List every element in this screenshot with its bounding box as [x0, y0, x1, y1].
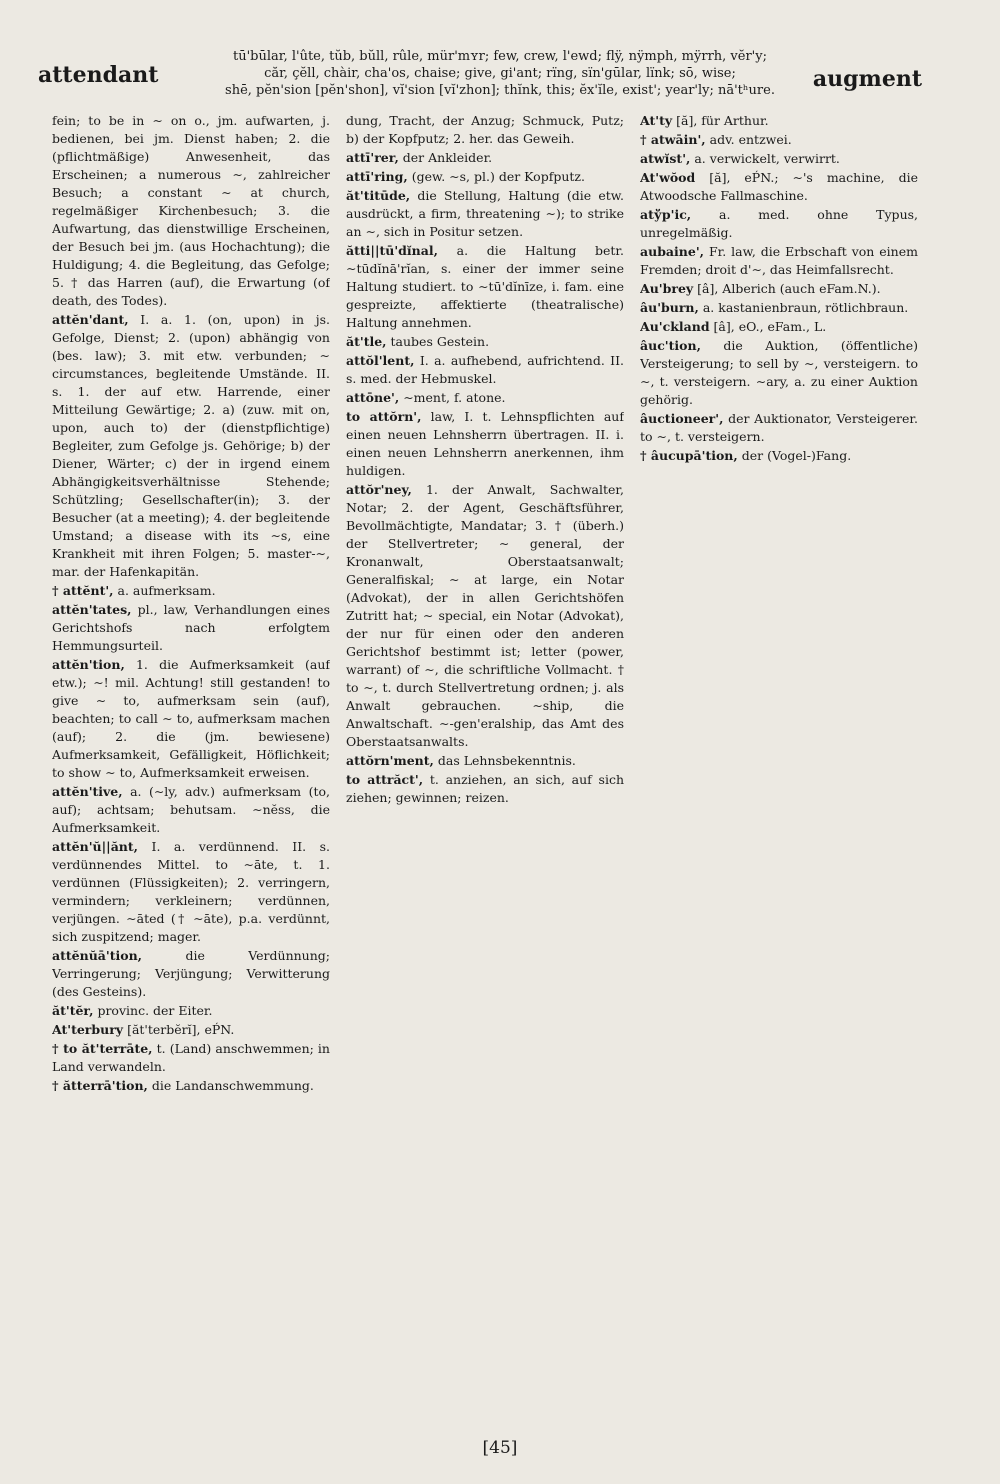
pronunciation-key — [190, 48, 810, 99]
entry-definition: t. anziehen, an sich, auf sich ziehen; gewinnen; reizen. — [346, 772, 624, 805]
entry-headword: ăt'tle, — [346, 334, 387, 349]
entry-headword: † atwāin', — [640, 132, 706, 147]
entry-headword: attĕn'dant, — [52, 312, 129, 327]
dictionary-entry — [640, 150, 918, 168]
entry-definition: [â], eO., eFam., L. — [713, 319, 827, 334]
entry-definition: a. (∼ly, adv.) aufmerksam (to, auf); achtsam; behutsam. ∼nĕss, die Aufmerksamkeit. — [52, 784, 330, 835]
entry-headword: attŏl'lent, — [346, 353, 415, 368]
dictionary-entry — [640, 447, 918, 465]
entry-definition: a. verwickelt, verwirrt. — [694, 151, 840, 166]
dictionary-entry — [52, 656, 330, 782]
entry-headword: † âucupā'tion, — [640, 448, 738, 463]
entry-headword: attĕn'tates, — [52, 602, 132, 617]
dictionary-entry — [640, 299, 918, 317]
dictionary-entry — [52, 582, 330, 600]
entry-headword: atўp'ic, — [640, 207, 692, 222]
entry-headword: attĕn'tion, — [52, 657, 125, 672]
dictionary-entry — [52, 783, 330, 837]
running-header — [0, 0, 1000, 110]
dictionary-entry — [640, 318, 918, 336]
entry-headword: attĕn'ŭ||ănt, — [52, 839, 139, 854]
entry-definition: die Stellung, Haltung (die etw. ausdrückt, a firm, threatening ∼); to strike an ∼, sich in Positur setzen. — [346, 188, 624, 239]
dictionary-entry — [52, 947, 330, 1001]
entry-headword: aubaine', — [640, 244, 704, 259]
entry-definition: t. (Land) anschwemmen; in Land verwandeln. — [52, 1041, 330, 1074]
dictionary-columns — [52, 112, 918, 1437]
entry-headword: âu'burn, — [640, 300, 699, 315]
pronunciation-key-line: tū'būlar, l'ûte, tŭb, bŭll, rûle, mür'mʏr; few, crew, l'ewd; flÿ, nÿmph, mÿrrh, vĕr'y; — [233, 49, 767, 64]
entry-definition: [ă], für Arthur. — [676, 113, 769, 128]
dictionary-entry — [346, 242, 624, 332]
dictionary-entry — [640, 410, 918, 446]
entry-headword: âuctioneer', — [640, 411, 724, 426]
entry-headword: † to ăt'terrāte, — [52, 1041, 153, 1056]
dictionary-entry — [640, 131, 918, 149]
entry-definition: pl., law, Verhandlungen eines Gerichtshofs nach erfolgtem Hemmungsurteil. — [52, 602, 330, 653]
entry-headword: ătti||tū'dĭnal, — [346, 243, 438, 258]
dictionary-entry — [346, 481, 624, 751]
dictionary-entry — [52, 1077, 330, 1095]
entry-headword: ăt'titūde, — [346, 188, 411, 203]
guide-word-right: augment — [812, 66, 922, 92]
entry-definition: der (Vogel-)Fang. — [741, 448, 852, 463]
dictionary-entry — [346, 752, 624, 770]
dictionary-entry — [640, 280, 918, 298]
entry-headword: † ătterrā'tion, — [52, 1078, 148, 1093]
entry-definition: die Verdünnung; Verringerung; Verjüngung; Verwitterung (des Gesteins). — [52, 948, 330, 999]
column-middle — [346, 112, 624, 1437]
entry-definition: I. a. 1. (on, upon) in js. Gefolge, Dienst; 2. (upon) abhängig von (bes. law); 3. mit etw. verbunden; ∼ circumstances, begleitende Umstände. II. s. 1. der auf etw. Harrende, einer Mitteilung Gewärtige; 2. a) (zuw. mit on, upon, auch to) der (dienstpflichtige) Begleiter, zum Gefolge js. Gehörige; b) der Diener, Wärter; c) der in irgend einem Abhängigkeitsverhältnisse Stehende; Schützling; Gesellschafter(in); 3. der Besucher (at a meeting); 4. der begleitende Umstand; a disease with its ∼s, eine Krankheit mit ihren Folgen; 5. master-∼, mar. der Hafenkapitän. — [52, 312, 330, 579]
dictionary-entry — [640, 112, 918, 130]
dictionary-entry — [52, 838, 330, 946]
entry-headword: to attŏrn', — [346, 409, 422, 424]
entry-definition: der Ankleider. — [402, 150, 493, 165]
dictionary-entry — [640, 337, 918, 409]
dictionary-entry — [346, 771, 624, 807]
entry-headword: At'wŏod — [640, 170, 696, 185]
dictionary-entry — [346, 112, 624, 148]
entry-definition: der Auktionator, Versteigerer. to ∼, t. versteigern. — [640, 411, 918, 444]
entry-headword: At'terbury — [52, 1022, 124, 1037]
entry-headword: attŏr'ney, — [346, 482, 412, 497]
entry-definition: a. die Haltung betr. ∼tūdĭnā'rĭan, s. einer der immer seine Haltung studiert. to ∼tū'dĭnīze, i. fam. eine gespreizte, affektierte (theatralische) Haltung annehmen. — [346, 243, 624, 330]
entry-headword: At'ty — [640, 113, 673, 128]
entry-definition: die Auktion, (öffentliche) Versteigerung; to sell by ∼, versteigern. to ∼, t. versteigern. ∼ary, a. zu einer Auktion gehörig. — [640, 338, 918, 407]
dictionary-entry — [52, 1040, 330, 1076]
pronunciation-key-line: shē, pĕn'sion [pĕn'shon], vĭ'sion [vĭ'zhon]; thĭnk, this; ĕx'ĭle, exist'; year'ly; nā'tʰure. — [225, 83, 775, 98]
entry-headword: attī'ring, — [346, 169, 408, 184]
dictionary-entry — [52, 112, 330, 310]
entry-definition: a. kastanienbraun, rötlichbraun. — [702, 300, 909, 315]
entry-definition: fein; to be in ∼ on o., jm. aufwarten, j. bedienen, bei jm. Dienst haben; 2. die (pflichtmäßige) Anwesenheit, das Erscheinen; a numerous ∼, zahlreicher Besuch; a constant ∼ at church, regelmäßiger Kirchenbesuch; 3. die Aufwartung, das dienstwillige Erscheinen, der Besuch bei jm. (aus Hochachtung); die Huldigung; 4. die Begleitung, das Gefolge; 5. † das Harren (auf), die Erwartung (of death, des Todes). — [52, 113, 330, 308]
dictionary-entry — [52, 601, 330, 655]
entry-definition: a. aufmerksam. — [117, 583, 216, 598]
guide-word-left: attendant — [38, 62, 159, 88]
entry-definition: (gew. ∼s, pl.) der Kopfputz. — [411, 169, 585, 184]
entry-headword: ăt'tĕr, — [52, 1003, 94, 1018]
entry-definition: [ăt'terbĕrĭ], eṔN. — [127, 1022, 235, 1037]
entry-headword: attŏrn'ment, — [346, 753, 434, 768]
dictionary-entry — [52, 311, 330, 581]
entry-headword: âuc'tion, — [640, 338, 701, 353]
entry-definition: a. med. ohne Typus, unregelmäßig. — [640, 207, 918, 240]
entry-definition: [ă], eṔN.; ∼'s machine, die Atwoodsche Fallmaschine. — [640, 170, 918, 203]
entry-definition: taubes Gestein. — [390, 334, 490, 349]
entry-headword: Au'ckland — [640, 319, 710, 334]
dictionary-entry — [346, 187, 624, 241]
column-right — [640, 112, 918, 1437]
entry-headword: † attĕnt', — [52, 583, 114, 598]
dictionary-entry — [640, 206, 918, 242]
entry-definition: ∼ment, f. atone. — [403, 390, 506, 405]
dictionary-entry — [346, 389, 624, 407]
dictionary-entry — [52, 1002, 330, 1020]
entry-definition: 1. die Aufmerksamkeit (auf etw.); ∼! mil. Achtung! still gestanden! to give ∼ to, aufmerksam sein (auf), beachten; to call ∼ to, aufmerksam machen (auf); 2. die (jm. bewiesene) Aufmerksamkeit, Gefälligkeit, Höflichkeit; to show ∼ to, Aufmerksamkeit erweisen. — [52, 657, 330, 780]
entry-definition: Fr. law, die Erbschaft von einem Fremden; droit d'∼, das Heimfallsrecht. — [640, 244, 918, 277]
entry-definition: adv. entzwei. — [709, 132, 792, 147]
page-number: [45] — [482, 1438, 518, 1458]
pronunciation-key-line: căr, çĕll, chàir, cha'os, chaise; give, gi'ant; rïng, sïn'gūlar, lïnk; sō, wise; — [264, 66, 736, 81]
entry-definition: law, I. t. Lehnspflichten auf einen neuen Lehnsherrn übertragen. II. i. einen neuen Lehnsherrn anerkennen, ihm huldigen. — [346, 409, 624, 478]
entry-headword: attĕn'tive, — [52, 784, 123, 799]
dictionary-entry — [640, 169, 918, 205]
entry-headword: attōne', — [346, 390, 400, 405]
dictionary-entry — [346, 149, 624, 167]
entry-headword: attĕnŭā'tion, — [52, 948, 143, 963]
entry-definition: dung, Tracht, der Anzug; Schmuck, Putz; b) der Kopfputz; 2. her. das Geweih. — [346, 113, 624, 146]
entry-definition: das Lehnsbekenntnis. — [437, 753, 576, 768]
entry-headword: atwĭst', — [640, 151, 691, 166]
dictionary-entry — [346, 333, 624, 351]
entry-headword: Au'brey — [640, 281, 694, 296]
entry-headword: to attrăct', — [346, 772, 424, 787]
column-left — [52, 112, 330, 1437]
entry-headword: attī'rer, — [346, 150, 399, 165]
entry-definition: [â], Alberich (auch eFam.N.). — [697, 281, 881, 296]
dictionary-entry — [346, 168, 624, 186]
dictionary-entry — [640, 243, 918, 279]
entry-definition: provinc. der Eiter. — [97, 1003, 213, 1018]
entry-definition: I. a. verdünnend. II. s. verdünnendes Mittel. to ∼āte, t. 1. verdünnen (Flüssigkeiten); 2. verringern, vermindern; verkleinern; verdünnen, verjüngen. ∼āted († ∼āte), p.a. verdünnt, sich zuspitzend; mager. — [52, 839, 330, 944]
entry-definition: 1. der Anwalt, Sachwalter, Notar; 2. der Agent, Geschäftsführer, Bevollmächtigte, Mandatar; 3. † (überh.) der Stellvertreter; ∼ general, der Kronanwalt, Oberstaatsanwalt; Generalfiskal; ∼ at large, ein Notar (Advokat), der in allen Gerichtshöfen Zutritt hat; ∼ special, ein Notar (Advokat), der nur für einen oder den anderen Gerichtshof bestimmt ist; letter (power, warrant) of ∼, die schriftliche Vollmacht. † to ∼, t. durch Stellvertretung ordnen; j. als Anwalt gebrauchen. ∼ship, die Anwaltschaft. ∼-gen'eralship, das Amt des Oberstaatsanwalts. — [346, 482, 624, 749]
entry-definition: I. a. aufhebend, aufrichtend. II. s. med. der Hebmuskel. — [346, 353, 624, 386]
entry-definition: die Landanschwemmung. — [151, 1078, 314, 1093]
dictionary-entry — [346, 352, 624, 388]
dictionary-entry — [346, 408, 624, 480]
dictionary-entry — [52, 1021, 330, 1039]
